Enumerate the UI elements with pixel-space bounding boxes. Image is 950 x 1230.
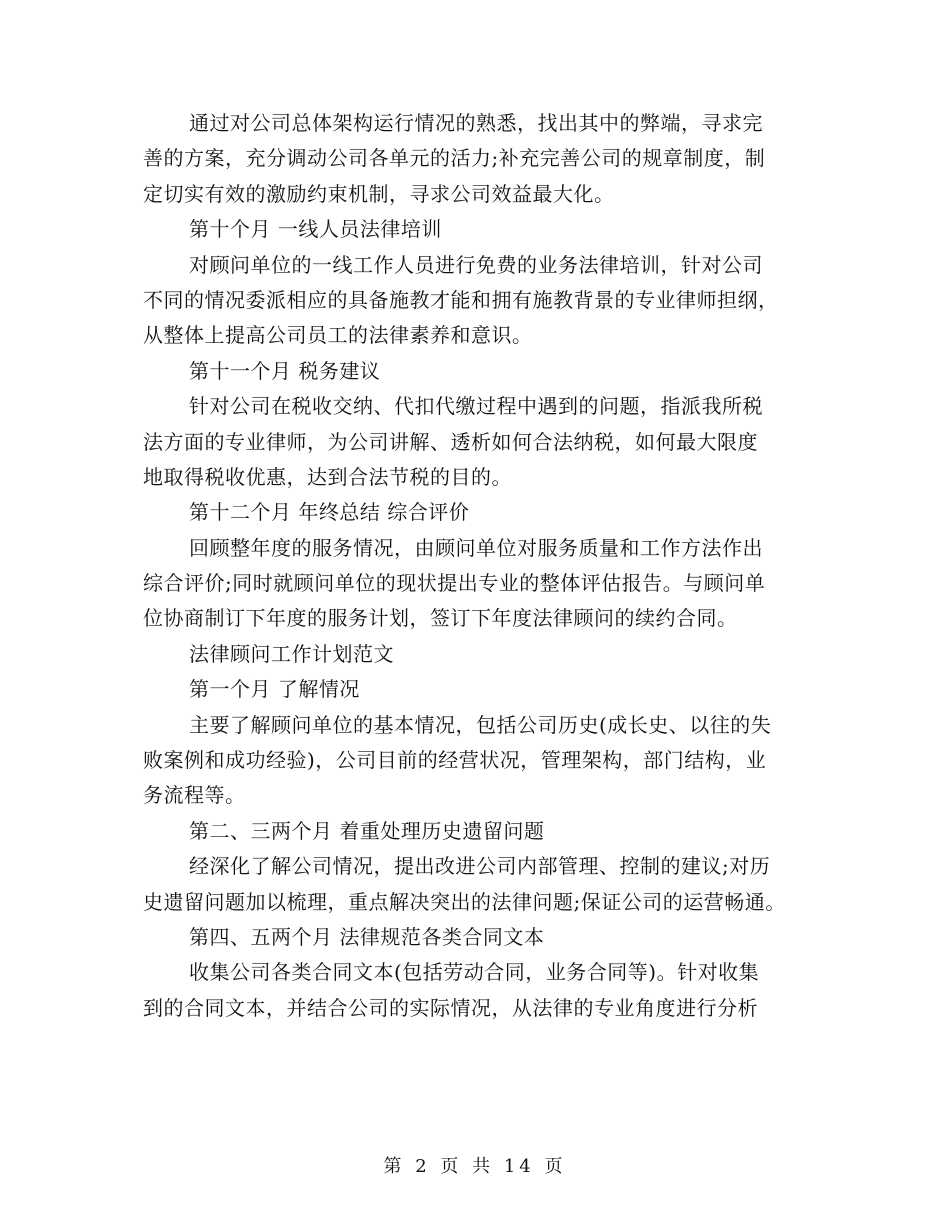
text-line: 针对公司在税收交纳、代扣代缴过程中遇到的问题，指派我所税 xyxy=(189,394,763,419)
text-line: 经深化了解公司情况，提出改进公司内部管理、控制的建议;对历 xyxy=(189,854,771,879)
text-line: 法律顾问工作计划范文 xyxy=(189,641,394,666)
text-line: 地取得税收优惠，达到合法节税的目的。 xyxy=(143,464,512,489)
document-body xyxy=(143,106,823,1026)
text-line: 第一个月 了解情况 xyxy=(189,677,360,702)
text-line: 从整体上提高公司员工的法律素养和意识。 xyxy=(143,323,533,348)
page-footer: 第 2 页 共 14 页 xyxy=(383,1156,567,1177)
text-line: 第十二个月 年终总结 综合评价 xyxy=(189,500,470,525)
text-line: 务流程等。 xyxy=(143,783,246,808)
text-line: 第十个月 一线人员法律培训 xyxy=(189,217,442,242)
text-line: 第十一个月 税务建议 xyxy=(189,358,381,383)
text-line: 位协商制订下年度的服务计划，签订下年度法律顾问的续约合同。 xyxy=(143,606,738,631)
text-line: 史遗留问题加以梳理，重点解决突出的法律问题;保证公司的运营畅通。 xyxy=(143,889,786,914)
text-line: 第四、五两个月 法律规范各类合同文本 xyxy=(189,924,545,949)
text-line: 法方面的专业律师，为公司讲解、透析如何合法纳税，如何最大限度 xyxy=(143,429,758,454)
text-line: 第二、三两个月 着重处理历史遗留问题 xyxy=(189,818,545,843)
text-line: 对顾问单位的一线工作人员进行免费的业务法律培训，针对公司 xyxy=(189,252,763,277)
text-line: 主要了解顾问单位的基本情况，包括公司历史(成长史、以往的失 xyxy=(189,712,772,737)
text-line: 善的方案，充分调动公司各单元的活力;补充完善公司的规章制度，制 xyxy=(143,146,766,171)
text-line: 收集公司各类合同文本(包括劳动合同，业务合同等)。针对收集 xyxy=(189,960,760,985)
text-line: 回顾整年度的服务情况，由顾问单位对服务质量和工作方法作出 xyxy=(189,535,763,560)
text-line: 不同的情况委派相应的具备施教才能和拥有施教背景的专业律师担纲， xyxy=(143,287,779,312)
text-line: 通过对公司总体架构运行情况的熟悉，找出其中的弊端，寻求完 xyxy=(189,111,763,135)
text-line: 综合评价;同时就顾问单位的现状提出专业的整体评估报告。与顾问单 xyxy=(143,571,766,596)
text-line: 定切实有效的激励约束机制，寻求公司效益最大化。 xyxy=(143,181,615,206)
text-line: 败案例和成功经验)，公司目前的经营状况，管理架构，部门结构，业 xyxy=(143,748,767,773)
text-line: 到的合同文本，并结合公司的实际情况，从法律的专业角度进行分析 xyxy=(143,995,758,1020)
